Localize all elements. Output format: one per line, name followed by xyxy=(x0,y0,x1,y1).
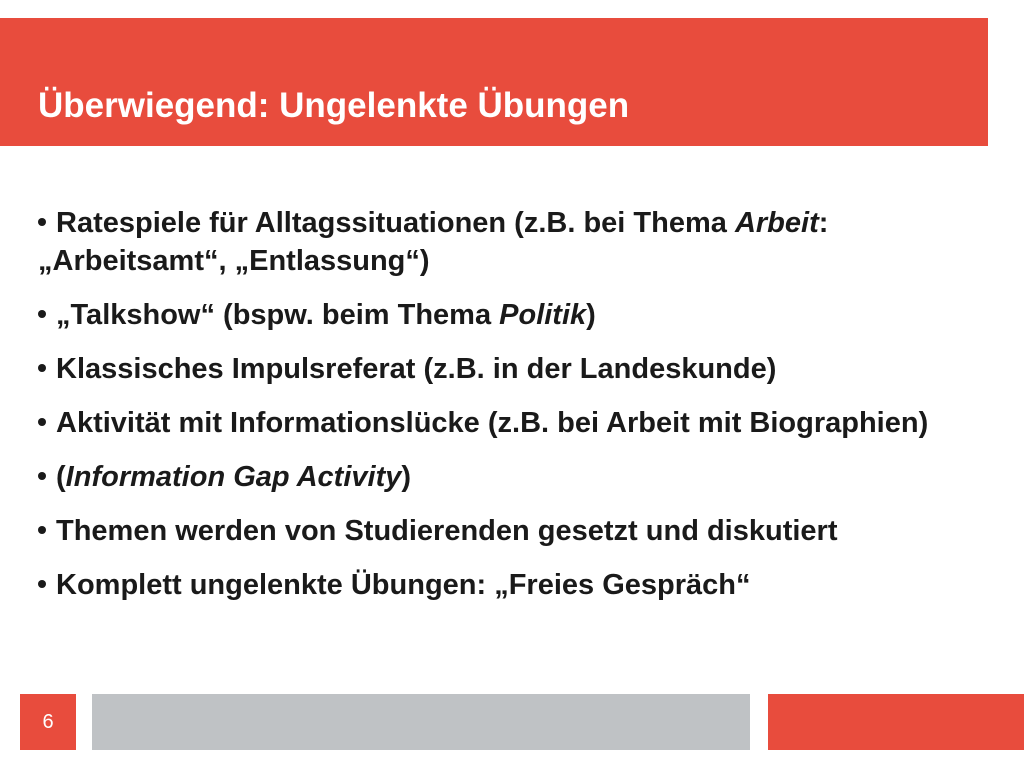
bullet-list xyxy=(38,204,988,620)
bullet-emphasis: Arbeit xyxy=(734,207,819,239)
footer-red-bar xyxy=(768,694,1024,750)
bullet-item xyxy=(38,458,988,496)
bullet-dot-icon xyxy=(38,364,46,372)
bullet-text: Ratespiele für Alltagssituationen (z.B. bei Thema xyxy=(56,207,735,239)
bullet-text: Komplett ungelenkte Übungen: „Freies Gespräch“ xyxy=(56,569,751,601)
bullet-text-tail: ) xyxy=(586,299,596,331)
bullet-text: Aktivität mit Informationslücke (z.B. bei Arbeit mit Biographien) xyxy=(56,407,929,439)
bullet-text: „Talkshow“ (bspw. beim Thema xyxy=(56,299,500,331)
bullet-item xyxy=(38,566,988,604)
bullet-text: Klassisches Impulsreferat (z.B. in der Landeskunde) xyxy=(56,353,777,385)
slide-title: Überwiegend: Ungelenkte Übungen xyxy=(38,86,630,125)
bullet-text: ( xyxy=(56,461,66,493)
bullet-text: Themen werden von Studierenden gesetzt und diskutiert xyxy=(56,515,838,547)
bullet-dot-icon xyxy=(38,580,46,588)
bullet-dot-icon xyxy=(38,472,46,480)
bullet-text-tail: : „Arbeitsamt“, „Entlassung“) xyxy=(38,207,829,277)
bullet-item xyxy=(38,350,988,388)
bullet-item xyxy=(38,296,988,334)
bullet-item xyxy=(38,204,988,280)
bullet-emphasis: Politik xyxy=(499,299,587,331)
footer-gray-bar xyxy=(92,694,750,750)
bullet-dot-icon xyxy=(38,418,46,426)
page-number: 6 xyxy=(20,694,76,750)
bullet-item xyxy=(38,512,988,550)
bullet-dot-icon xyxy=(38,310,46,318)
bullet-dot-icon xyxy=(38,218,46,226)
bullet-text-tail: ) xyxy=(401,461,412,493)
bullet-item xyxy=(38,404,988,442)
bullet-dot-icon xyxy=(38,526,46,534)
bullet-emphasis: Information Gap Activity xyxy=(65,461,402,493)
